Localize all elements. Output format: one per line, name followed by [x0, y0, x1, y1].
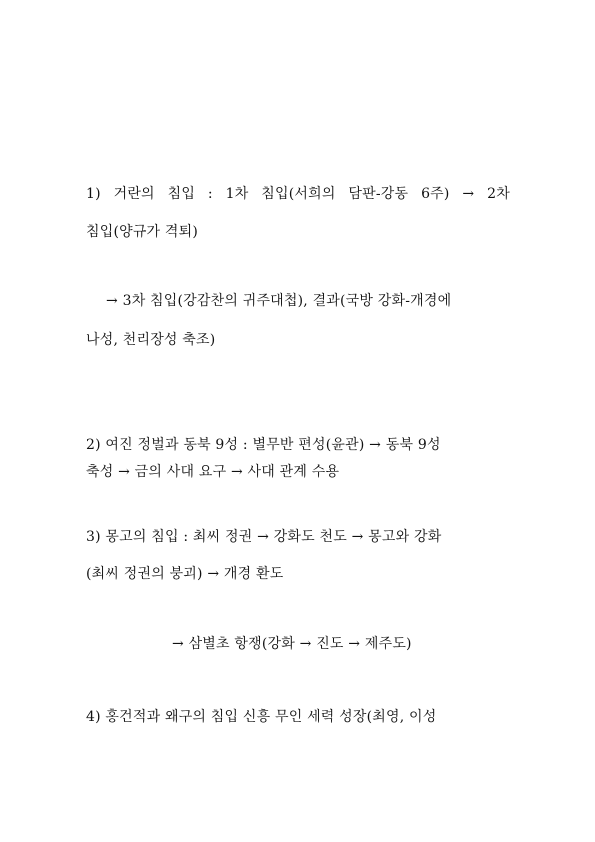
section-3-line-3: → 삼별초 항쟁(강화 → 진도 → 제주도) — [172, 636, 412, 652]
section-3-line-2: (최씨 정권의 붕괴) → 개경 환도 — [86, 566, 284, 582]
section-1-line-4: 나성, 천리장성 축조) — [86, 332, 216, 348]
section-2-line-1: 2) 여진 정벌과 동북 9성 : 별무반 편성(윤관) → 동북 9성 — [86, 437, 441, 453]
section-4-line-1: 4) 홍건적과 왜구의 침입 신흥 무인 세력 성장(최영, 이성 — [86, 709, 437, 725]
section-1-line-3: → 3차 침입(강감찬의 귀주대첩), 결과(국방 강화-개경에 — [106, 293, 452, 309]
section-1-line-1: 1) 거란의 침입 : 1차 침입(서희의 담판-강동 6주) → 2차 — [86, 186, 510, 202]
section-2-line-2: 축성 → 금의 사대 요구 → 사대 관계 수용 — [86, 464, 340, 480]
section-3-line-1: 3) 몽고의 침입 : 최씨 정권 → 강화도 천도 → 몽고와 강화 — [86, 529, 442, 545]
section-1-line-2: 침입(양규가 격퇴) — [86, 224, 199, 240]
